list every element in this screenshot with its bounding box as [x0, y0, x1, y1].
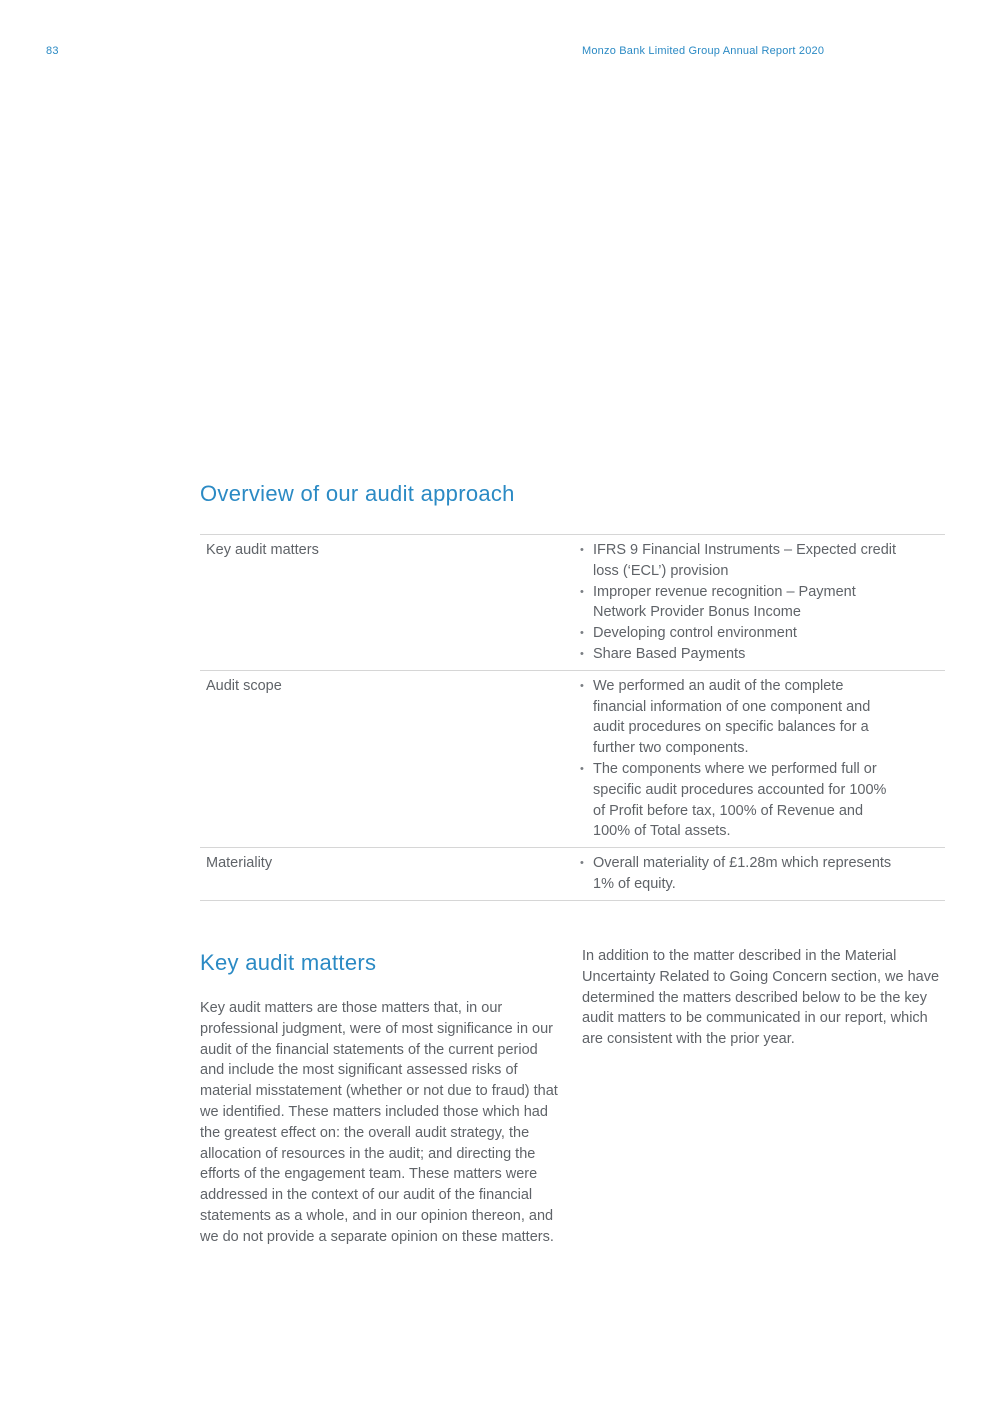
bullet-icon: • [580, 627, 584, 640]
list-item-text: The components where we performed full or specific audit procedures accounted for 100% of Profit before tax, 100% of Revenue and 100% of Total assets. [593, 760, 887, 840]
list-item-text: We performed an audit of the complete financial information of one component and audit procedures on specific balances for a further two components. [593, 677, 871, 757]
list-item [580, 676, 900, 759]
audit-approach-table [200, 534, 945, 901]
list-item [580, 582, 900, 624]
bullet-icon: • [580, 585, 584, 598]
bullet-list [580, 676, 900, 842]
list-item [580, 540, 900, 582]
row-bullets [580, 670, 945, 847]
list-item-text: Developing control environment [593, 625, 797, 642]
row-label: Materiality [200, 848, 580, 901]
bullet-list [580, 540, 900, 665]
row-bullets [580, 535, 945, 671]
key-audit-matters-body: Key audit matters are those matters that, in our professional judgment, were of most significance in our audit of the financial statements of the current period and include the most significant assessed risks of material misstatement (whether or not due to fraud) that we identified. These matters included those which had the greatest effect on: the overall audit strategy, the allocation of resources in the audit; and directing the efforts of the engagement team. These matters were addressed in the context of our audit of the financial statements as a whole, and in our opinion thereon, and we do not provide a separate opinion on these matters. [200, 1000, 558, 1245]
row-label: Key audit matters [200, 535, 580, 671]
table-row-audit-scope [200, 670, 945, 847]
overview-section-title: Overview of our audit approach [200, 481, 515, 506]
bullet-icon: • [580, 762, 584, 775]
bullet-icon: • [580, 857, 584, 870]
list-item-text: Share Based Payments [593, 645, 746, 662]
list-item-text: Overall materiality of £1.28m which represents 1% of equity. [593, 855, 892, 892]
list-item-text: Improper revenue recognition – Payment Network Provider Bonus Income [593, 583, 856, 621]
row-label: Audit scope [200, 670, 580, 847]
row-bullets [580, 848, 945, 901]
bullet-icon: • [580, 544, 584, 556]
key-audit-matters-right-column: In addition to the matter described in the Material Uncertainty Related to Going Concern section, we have determined the matters described below to be the key audit matters to be communicated in our report, which are consistent with the prior year. [582, 948, 940, 1048]
key-audit-matters-title: Key audit matters [200, 950, 377, 975]
table-row-materiality [200, 848, 945, 901]
running-header: Monzo Bank Limited Group Annual Report 2020 [582, 45, 825, 57]
table-row-key-audit-matters [200, 535, 945, 671]
list-item [580, 759, 900, 842]
list-item [580, 623, 900, 644]
list-item-text: IFRS 9 Financial Instruments – Expected credit loss (‘ECL’) provision [593, 542, 897, 579]
bullet-icon: • [580, 679, 584, 692]
page-number: 83 [46, 45, 59, 57]
list-item [580, 644, 900, 665]
bullet-list [580, 853, 900, 895]
bullet-icon: • [580, 647, 584, 660]
list-item [580, 853, 900, 895]
